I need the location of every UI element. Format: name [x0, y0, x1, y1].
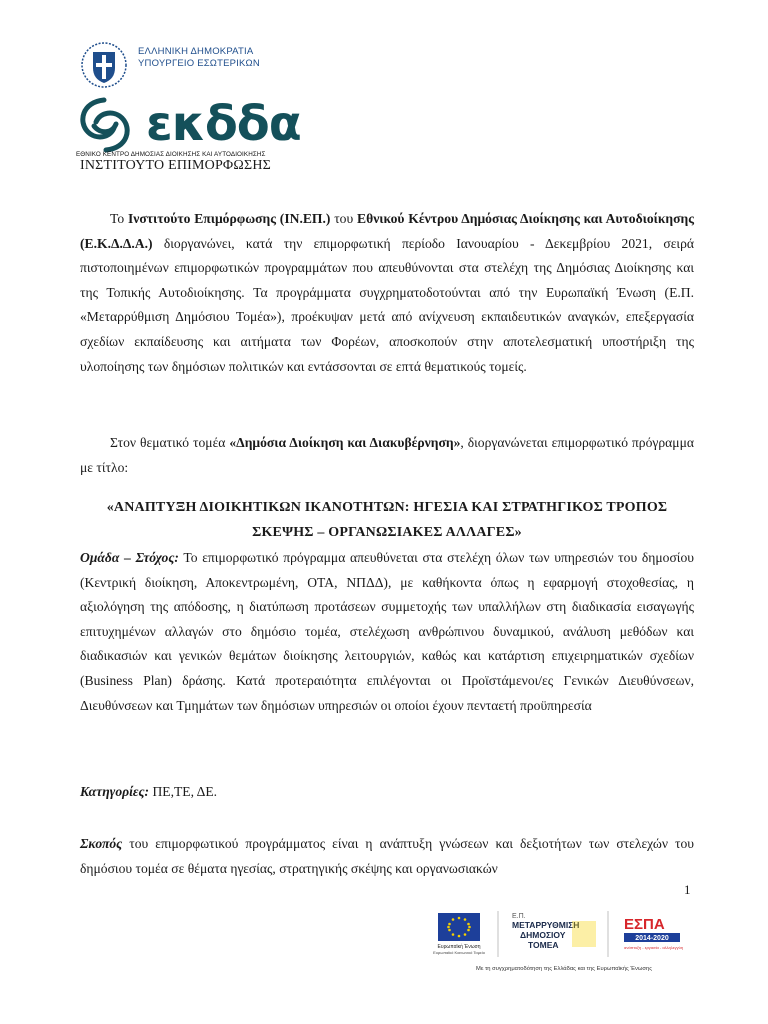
p1-text3: διοργανώνει, κατά την επιμορφωτική περίοδο Ιανουαρίου - Δεκεμβρίου 2021, σειρά πιστοποιημένων επιμορφωτικών προγραμμάτων που απευθύνονται στα στελέχη της Δημόσιας Διοίκησης και της Τοπικής Αυτοδιοίκησης. Τα προγράμματα συγχρηματοδοτούνται από την Ευρωπαϊκή Ένωση (Ε.Π. «Μεταρρύθμιση Δημόσιου Τομέα»), προέκυψαν μετά από ανίχνευση εκπαιδευτικών αναγκών, επεξεργασία σχεδίων εκπαίδευσης και αιτήματα των Φορέων, αποσκοπούν στην αποτελεσματική υποστήριξη της υλοποίησης των δημόσιων πολιτικών και εντάσσονται σε επτά θεματικούς τομείς.: [80, 235, 694, 374]
ekdda-wordmark: εκδδα: [146, 96, 301, 152]
ministry-name: [138, 46, 260, 70]
espa-name: ΕΣΠΑ: [624, 916, 665, 933]
p2-text2: , διοργανώνεται επιμορφωτικό πρόγραμμα με τίτλο:: [80, 435, 694, 475]
ep-prefix: Ε.Π.: [512, 913, 526, 920]
ekdda-logo-icon: [76, 96, 306, 154]
espa-years: 2014-2020: [635, 935, 669, 942]
p1-text1: Το: [110, 211, 128, 226]
p2-text1: Στον θεματικό τομέα: [110, 435, 230, 450]
ep-line3: ΤΟΜΕΑ: [528, 940, 559, 950]
p1-bold-center: Εθνικού Κέντρου Δημόσιας Διοίκησης και Αυτοδιοίκησης (Ε.Κ.Δ.Δ.Α.): [80, 211, 694, 251]
program-title-line2: ΣΚΕΨΗΣ – ΟΡΓΑΝΩΣΙΑΚΕΣ ΑΛΛΑΓΕΣ»: [252, 524, 522, 540]
categories-paragraph: [80, 780, 694, 805]
ministry-line2: ΥΠΟΥΡΓΕΙΟ ΕΣΩΤΕΡΙΚΩΝ: [138, 58, 260, 69]
purpose-text: του επιμορφωτικού προγράμματος είναι η ανάπτυξη γνώσεων και δεξιοτήτων των στελεχών του δημόσιου τομέα σε θέματα ηγεσίας, στρατηγικής σκέψης και οργανωσιακών: [80, 836, 694, 876]
thematic-paragraph: [80, 431, 694, 480]
purpose-paragraph: [80, 832, 694, 881]
p1-text2: του: [330, 211, 358, 226]
target-group-label: Ομάδα – Στόχος:: [80, 550, 179, 565]
ministry-line1: ΕΛΛΗΝΙΚΗ ΔΗΜΟΚΡΑΤΙΑ: [138, 46, 254, 57]
eu-name: Ευρωπαϊκή Ένωση: [437, 944, 481, 950]
eu-fund: Ευρωπαϊκό Κοινωνικό Ταμείο: [433, 950, 485, 955]
program-title: [80, 496, 694, 545]
categories-text: ΠΕ,ΤΕ, ΔΕ.: [149, 784, 218, 799]
categories-label: Κατηγορίες:: [80, 784, 150, 799]
footer-logos: [422, 905, 706, 975]
ep-line1: ΜΕΤΑΡΡΥΘΜΙΣΗ: [512, 920, 580, 930]
target-group-text: Το επιμορφωτικό πρόγραμμα απευθύνεται στα στελέχη όλων των υπηρεσιών του δημοσίου (Κεντρική διοίκηση, Αποκεντρωμένη, ΟΤΑ, ΝΠΔΔ), με καθήκοντα όπως η εφαρμογή στοχοθεσίας, η αξιολόγηση της απόδοσης, η διατύπωση προτάσεων συμμετοχής των υπαλλήλων στη διαδικασία εισαγωγής επιτυχημένων αλλαγών στο δημόσιο τομέα, στελέχωση ανθρώπινου δυναμικού, ανάλυση μεθόδων και διαδικασιών και γενικών θεμάτων διοίκησης λειτουργιών, καθώς και κατάρτιση επιχειρηματικών σχεδίων (Business Plan) δράσης. Κατά προτεραιότητα επιλέγονται οι Προϊστάμενοι/ες Γενικών Διευθύνσεων, Διευθύνσεων και Τμημάτων των δημόσιων υπηρεσιών οι οποίοι έχουν πενταετή προϋπηρεσία: [80, 550, 694, 713]
program-title-line1: «ΑΝΑΠΤΥΞΗ ΔΙΟΙΚΗΤΙΚΩΝ ΙΚΑΝΟΤΗΤΩΝ: ΗΓΕΣΙΑ ΚΑΙ ΣΤΡΑΤΗΓΙΚΟΣ ΤΡΟΠΟΣ: [106, 500, 668, 515]
page-number: 1: [684, 882, 691, 897]
footer-caption: Με τη συγχρηματοδότηση της Ελλάδας και της Ευρωπαϊκής Ένωσης: [475, 966, 653, 972]
p2-bold-theme: «Δημόσια Διοίκηση και Διακυβέρνηση»: [229, 435, 461, 450]
espa-motto: ανάπτυξη - εργασία - αλληλεγγύη: [624, 945, 684, 950]
intro-paragraph: [80, 207, 694, 379]
institute-heading: ΙΝΣΤΙΤΟΥΤΟ ΕΠΙΜΟΡΦΩΣΗΣ: [80, 158, 271, 173]
funding-logos-icon: [422, 905, 706, 965]
ekdda-fullname: ΕΘΝΙΚΟ ΚΕΝΤΡΟ ΔΗΜΟΣΙΑΣ ΔΙΟΙΚΗΣΗΣ ΚΑΙ ΑΥΤΟΔΙΟΙΚΗΣΗΣ: [76, 151, 266, 158]
target-group-paragraph: [80, 546, 694, 718]
p1-bold-institute: Ινστιτούτο Επιμόρφωσης (ΙΝ.ΕΠ.): [127, 211, 331, 226]
purpose-label: Σκοπός: [80, 836, 123, 851]
ep-line2: ΔΗΜΟΣΙΟΥ: [520, 930, 566, 940]
